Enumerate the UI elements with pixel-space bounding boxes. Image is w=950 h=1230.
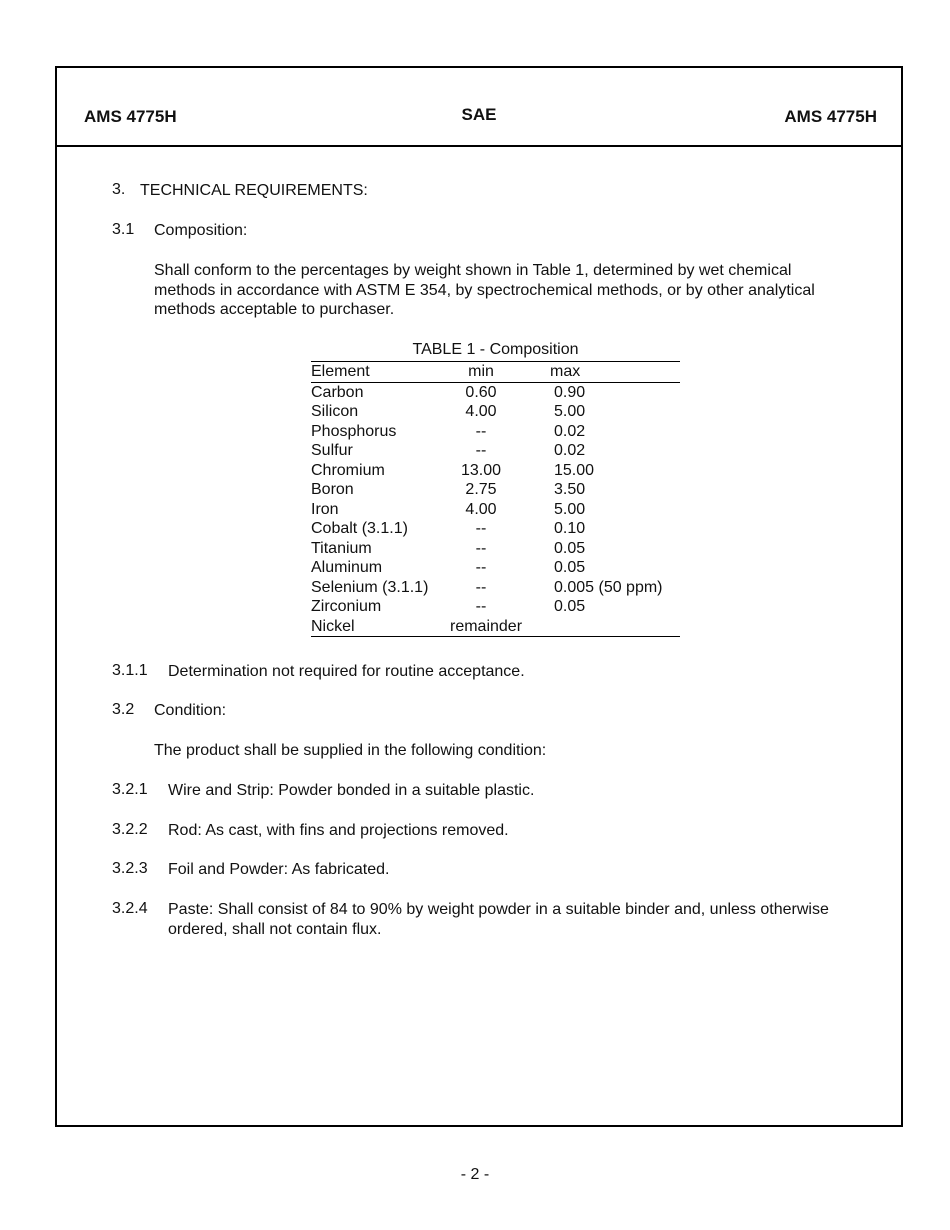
row-element: Chromium [311, 461, 385, 479]
header-min: min [468, 363, 494, 380]
row-element: Titanium [311, 539, 372, 557]
section-3-2-body: The product shall be supplied in the following condition: [154, 742, 547, 759]
section-3-2-3-number: 3.2.3 [112, 860, 148, 877]
row-element: Nickel [311, 617, 355, 635]
row-min: -- [475, 598, 487, 615]
table-row [311, 597, 680, 617]
page-number: - 2 - [460, 1166, 490, 1183]
row-max: 0.05 [554, 559, 586, 576]
table-row [311, 402, 680, 422]
section-3-1-title: Composition: [154, 222, 248, 239]
section-3-1-body-line-2: methods in accordance with ASTM E 354, by spectrochemical methods, or by other analytical [154, 282, 815, 299]
row-max: 5.00 [554, 403, 586, 420]
table-row [311, 578, 680, 598]
header-doc-id-left: AMS 4775H [84, 107, 177, 126]
header-element: Element [311, 363, 370, 380]
section-3-2-2-text: Rod: As cast, with fins and projections removed. [168, 822, 509, 839]
table-row [311, 519, 680, 539]
row-max: 3.50 [554, 481, 586, 498]
row-min: -- [475, 442, 487, 459]
section-3-1-number: 3.1 [112, 221, 135, 238]
section-3-2-4-line-2: ordered, shall not contain flux. [168, 921, 382, 938]
row-max: 0.02 [554, 442, 586, 459]
row-max: 0.10 [554, 520, 586, 537]
row-max: 5.00 [554, 500, 586, 518]
row-max: 0.005 (50 ppm) [554, 578, 663, 596]
row-min: -- [475, 422, 487, 440]
header-publisher: SAE [461, 105, 497, 124]
row-max: 15.00 [554, 461, 595, 479]
table-row [311, 441, 680, 461]
row-min: 0.60 [465, 383, 497, 401]
table-row [311, 539, 680, 559]
row-element: Iron [311, 500, 339, 518]
row-max: 0.90 [554, 383, 586, 401]
row-min: -- [475, 578, 487, 596]
row-min: 2.75 [465, 481, 497, 498]
table-bottom-rule [311, 636, 680, 637]
section-3-number: 3. [112, 181, 126, 198]
section-3-2-1-text: Wire and Strip: Powder bonded in a suitable plastic. [168, 782, 535, 799]
header-divider [57, 145, 901, 147]
composition-table [311, 340, 680, 637]
row-min: -- [475, 559, 487, 576]
section-3-1-1-number: 3.1.1 [112, 662, 148, 679]
header-doc-id-right: AMS 4775H [784, 107, 877, 126]
row-element: Sulfur [311, 442, 353, 459]
row-min: 4.00 [465, 500, 497, 518]
table-row [311, 461, 680, 481]
table-row [311, 422, 680, 442]
section-3-1-body-line-1: Shall conform to the percentages by weight shown in Table 1, determined by wet chemical [154, 262, 792, 279]
section-3-1-1-text: Determination not required for routine acceptance. [168, 663, 525, 680]
section-3-2-2-number: 3.2.2 [112, 821, 148, 838]
row-element: Aluminum [311, 559, 383, 576]
table-row [311, 383, 680, 403]
table-row [311, 558, 680, 578]
row-min: 13.00 [460, 461, 502, 479]
row-max: 0.05 [554, 598, 586, 615]
row-element: Boron [311, 481, 354, 498]
section-3-2-3-text: Foil and Powder: As fabricated. [168, 861, 390, 878]
row-min: -- [475, 520, 487, 537]
table-row [311, 500, 680, 520]
header-max: max [550, 363, 581, 380]
section-3-1-body-line-3: methods acceptable to purchaser. [154, 301, 395, 318]
row-max: 0.02 [554, 422, 586, 440]
row-element: Cobalt (3.1.1) [311, 520, 408, 537]
table-row [311, 617, 680, 637]
section-3-2-4-line-1: Paste: Shall consist of 84 to 90% by weight powder in a suitable binder and, unless otherwise [168, 901, 829, 918]
row-element: Selenium (3.1.1) [311, 578, 429, 596]
row-min: -- [475, 539, 487, 557]
section-3-title: TECHNICAL REQUIREMENTS: [140, 182, 368, 199]
row-max: 0.05 [554, 539, 586, 557]
section-3-2-number: 3.2 [112, 701, 135, 718]
row-element: Phosphorus [311, 422, 397, 440]
table-header-row [311, 362, 680, 382]
row-min: remainder [450, 617, 523, 635]
section-3-2-title: Condition: [154, 702, 227, 719]
row-min: 4.00 [465, 403, 497, 420]
section-3-2-1-number: 3.2.1 [112, 781, 148, 798]
table-row [311, 480, 680, 500]
row-element: Carbon [311, 383, 364, 401]
row-element: Silicon [311, 403, 359, 420]
section-3-2-4-number: 3.2.4 [112, 900, 148, 917]
row-element: Zirconium [311, 598, 382, 615]
table-caption: TABLE 1 - Composition [412, 341, 579, 358]
